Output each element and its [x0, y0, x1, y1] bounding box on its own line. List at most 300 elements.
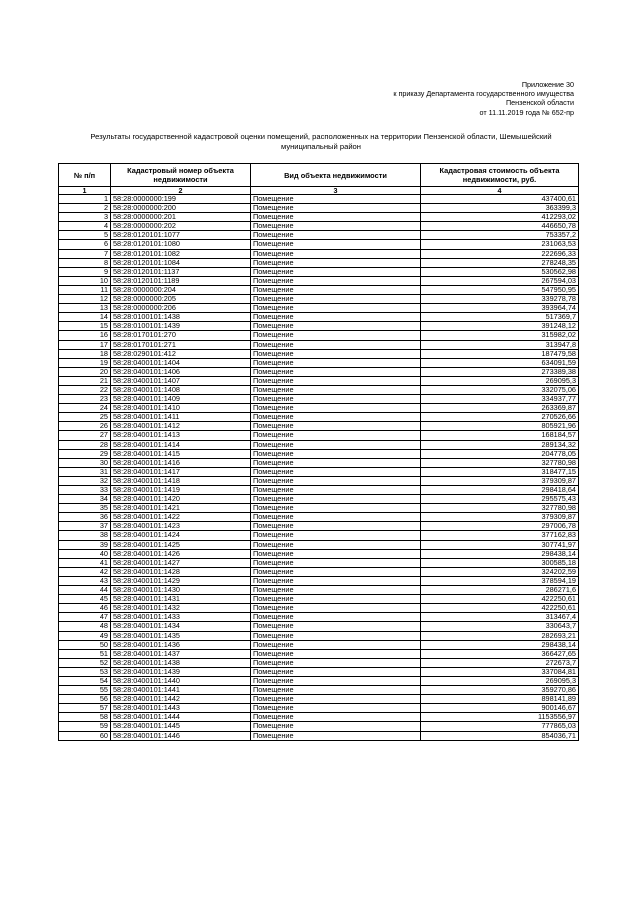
object-type: Помещение	[251, 686, 421, 695]
row-number: 12	[59, 295, 111, 304]
cadastral-cost: 263369,87	[421, 404, 579, 413]
object-type: Помещение	[251, 631, 421, 640]
table-row	[59, 449, 579, 458]
column-number: 1	[59, 187, 111, 195]
object-type: Помещение	[251, 640, 421, 649]
cadastral-number: 58:28:0400101:1435	[111, 631, 251, 640]
cadastral-cost: 359270,86	[421, 686, 579, 695]
table-row	[59, 395, 579, 404]
cadastral-cost: 324202,59	[421, 567, 579, 576]
valuation-table	[58, 163, 579, 741]
document-title	[56, 132, 586, 152]
table-row	[59, 458, 579, 467]
cadastral-cost: 393964,74	[421, 304, 579, 313]
cadastral-cost: 446650,78	[421, 222, 579, 231]
table-row	[59, 213, 579, 222]
table-row	[59, 422, 579, 431]
table-row	[59, 713, 579, 722]
table-row	[59, 249, 579, 258]
row-number: 14	[59, 313, 111, 322]
row-number: 29	[59, 449, 111, 458]
row-number: 18	[59, 349, 111, 358]
title-line-1: Результаты государственной кадастровой оценки помещений, расположенных на территории Пензенской области, Шемышейский	[90, 132, 552, 141]
cadastral-number: 58:28:0400101:1417	[111, 467, 251, 476]
cadastral-cost: 187479,58	[421, 349, 579, 358]
object-type: Помещение	[251, 695, 421, 704]
row-number: 26	[59, 422, 111, 431]
cadastral-number: 58:28:0400101:1410	[111, 404, 251, 413]
object-type: Помещение	[251, 367, 421, 376]
object-type: Помещение	[251, 522, 421, 531]
table-row	[59, 631, 579, 640]
cadastral-cost: 231063,53	[421, 240, 579, 249]
cadastral-number: 58:28:0400101:1411	[111, 413, 251, 422]
row-number: 54	[59, 676, 111, 685]
row-number: 36	[59, 513, 111, 522]
cadastral-number: 58:28:0000000:202	[111, 222, 251, 231]
cadastral-number: 58:28:0100101:1438	[111, 313, 251, 322]
table-row	[59, 331, 579, 340]
row-number: 53	[59, 667, 111, 676]
cadastral-cost: 366427,65	[421, 649, 579, 658]
cadastral-cost: 377162,83	[421, 531, 579, 540]
table-row	[59, 540, 579, 549]
cadastral-cost: 422250,61	[421, 604, 579, 613]
cadastral-number: 58:28:0000000:204	[111, 285, 251, 294]
table-row	[59, 658, 579, 667]
cadastral-cost: 298438,14	[421, 549, 579, 558]
object-type: Помещение	[251, 467, 421, 476]
table-row	[59, 495, 579, 504]
table-row	[59, 276, 579, 285]
cadastral-number: 58:28:0120101:1084	[111, 258, 251, 267]
row-number: 10	[59, 276, 111, 285]
cadastral-cost: 267594,03	[421, 276, 579, 285]
object-type: Помещение	[251, 385, 421, 394]
cadastral-cost: 289134,32	[421, 440, 579, 449]
cadastral-number: 58:28:0400101:1421	[111, 504, 251, 513]
cadastral-number: 58:28:0400101:1428	[111, 567, 251, 576]
header-cadastral-cost: Кадастровая стоимость объекта недвижимости, руб.	[421, 164, 579, 187]
cadastral-cost: 307741,97	[421, 540, 579, 549]
object-type: Помещение	[251, 267, 421, 276]
object-type: Помещение	[251, 676, 421, 685]
row-number: 60	[59, 731, 111, 740]
object-type: Помещение	[251, 604, 421, 613]
cadastral-number: 58:28:0400101:1431	[111, 595, 251, 604]
column-number: 2	[111, 187, 251, 195]
table-row	[59, 549, 579, 558]
cadastral-number: 58:28:0400101:1413	[111, 431, 251, 440]
object-type: Помещение	[251, 549, 421, 558]
object-type: Помещение	[251, 731, 421, 740]
row-number: 7	[59, 249, 111, 258]
cadastral-cost: 1153556,97	[421, 713, 579, 722]
cadastral-number: 58:28:0400101:1438	[111, 658, 251, 667]
cadastral-cost: 318477,15	[421, 467, 579, 476]
object-type: Помещение	[251, 213, 421, 222]
row-number: 55	[59, 686, 111, 695]
row-number: 8	[59, 258, 111, 267]
row-number: 40	[59, 549, 111, 558]
object-type: Помещение	[251, 513, 421, 522]
row-number: 47	[59, 613, 111, 622]
object-type: Помещение	[251, 195, 421, 204]
cadastral-cost: 805921,96	[421, 422, 579, 431]
cadastral-cost: 269095,3	[421, 676, 579, 685]
row-number: 23	[59, 395, 111, 404]
header-object-type: Вид объекта недвижимости	[251, 164, 421, 187]
table-row	[59, 413, 579, 422]
row-number: 35	[59, 504, 111, 513]
row-number: 51	[59, 649, 111, 658]
cadastral-number: 58:28:0120101:1082	[111, 249, 251, 258]
cadastral-cost: 270526,66	[421, 413, 579, 422]
header-cadastral-number: Кадастровый номер объекта недвижимости	[111, 164, 251, 187]
table-header-row	[59, 164, 579, 187]
row-number: 15	[59, 322, 111, 331]
row-number: 46	[59, 604, 111, 613]
cadastral-cost: 330643,7	[421, 622, 579, 631]
row-number: 17	[59, 340, 111, 349]
table-row	[59, 267, 579, 276]
object-type: Помещение	[251, 313, 421, 322]
cadastral-cost: 332075,06	[421, 385, 579, 394]
cadastral-cost: 273389,38	[421, 367, 579, 376]
row-number: 56	[59, 695, 111, 704]
object-type: Помещение	[251, 258, 421, 267]
table-row	[59, 667, 579, 676]
cadastral-number: 58:28:0400101:1439	[111, 667, 251, 676]
row-number: 9	[59, 267, 111, 276]
object-type: Помещение	[251, 667, 421, 676]
cadastral-cost: 327780,98	[421, 504, 579, 513]
object-type: Помещение	[251, 431, 421, 440]
cadastral-cost: 297006,78	[421, 522, 579, 531]
table-row	[59, 258, 579, 267]
cadastral-number: 58:28:0400101:1408	[111, 385, 251, 394]
cadastral-number: 58:28:0400101:1406	[111, 367, 251, 376]
object-type: Помещение	[251, 285, 421, 294]
cadastral-number: 58:28:0000000:199	[111, 195, 251, 204]
table-row	[59, 367, 579, 376]
table-row	[59, 722, 579, 731]
row-number: 44	[59, 586, 111, 595]
object-type: Помещение	[251, 576, 421, 585]
cadastral-cost: 900146,67	[421, 704, 579, 713]
row-number: 24	[59, 404, 111, 413]
table-row	[59, 622, 579, 631]
cadastral-number: 58:28:0400101:1404	[111, 358, 251, 367]
table-row	[59, 431, 579, 440]
row-number: 25	[59, 413, 111, 422]
cadastral-cost: 269095,3	[421, 376, 579, 385]
cadastral-cost: 777865,03	[421, 722, 579, 731]
appendix-header	[393, 80, 574, 117]
object-type: Помещение	[251, 495, 421, 504]
cadastral-number: 58:28:0400101:1434	[111, 622, 251, 631]
cadastral-cost: 222696,33	[421, 249, 579, 258]
cadastral-number: 58:28:0290101:412	[111, 349, 251, 358]
object-type: Помещение	[251, 486, 421, 495]
row-number: 16	[59, 331, 111, 340]
table-row	[59, 686, 579, 695]
cadastral-cost: 298438,14	[421, 640, 579, 649]
cadastral-number: 58:28:0120101:1189	[111, 276, 251, 285]
row-number: 52	[59, 658, 111, 667]
row-number: 37	[59, 522, 111, 531]
object-type: Помещение	[251, 422, 421, 431]
cadastral-number: 58:28:0400101:1414	[111, 440, 251, 449]
cadastral-cost: 378594,19	[421, 576, 579, 585]
object-type: Помещение	[251, 204, 421, 213]
cadastral-cost: 753357,2	[421, 231, 579, 240]
table-row	[59, 604, 579, 613]
cadastral-number: 58:28:0400101:1436	[111, 640, 251, 649]
object-type: Помещение	[251, 504, 421, 513]
object-type: Помещение	[251, 295, 421, 304]
object-type: Помещение	[251, 586, 421, 595]
table-row	[59, 304, 579, 313]
cadastral-number: 58:28:0400101:1441	[111, 686, 251, 695]
object-type: Помещение	[251, 376, 421, 385]
row-number: 50	[59, 640, 111, 649]
table-row	[59, 486, 579, 495]
cadastral-cost: 363399,3	[421, 204, 579, 213]
table-row	[59, 222, 579, 231]
cadastral-number: 58:28:0000000:206	[111, 304, 251, 313]
table-row	[59, 731, 579, 740]
table-row	[59, 695, 579, 704]
object-type: Помещение	[251, 249, 421, 258]
object-type: Помещение	[251, 613, 421, 622]
cadastral-number: 58:28:0000000:201	[111, 213, 251, 222]
cadastral-cost: 327780,98	[421, 458, 579, 467]
cadastral-cost: 337084,81	[421, 667, 579, 676]
cadastral-number: 58:28:0400101:1445	[111, 722, 251, 731]
object-type: Помещение	[251, 440, 421, 449]
row-number: 3	[59, 213, 111, 222]
object-type: Помещение	[251, 413, 421, 422]
object-type: Помещение	[251, 658, 421, 667]
order-region: Пензенской области	[505, 98, 574, 108]
table-row	[59, 349, 579, 358]
column-number: 4	[421, 187, 579, 195]
cadastral-number: 58:28:0400101:1418	[111, 476, 251, 485]
object-type: Помещение	[251, 722, 421, 731]
cadastral-cost: 334937,77	[421, 395, 579, 404]
row-number: 59	[59, 722, 111, 731]
cadastral-cost: 313947,8	[421, 340, 579, 349]
cadastral-number: 58:28:0170101:270	[111, 331, 251, 340]
object-type: Помещение	[251, 240, 421, 249]
cadastral-cost: 295575,43	[421, 495, 579, 504]
object-type: Помещение	[251, 340, 421, 349]
cadastral-number: 58:28:0400101:1412	[111, 422, 251, 431]
cadastral-number: 58:28:0400101:1409	[111, 395, 251, 404]
row-number: 41	[59, 558, 111, 567]
object-type: Помещение	[251, 449, 421, 458]
object-type: Помещение	[251, 713, 421, 722]
row-number: 11	[59, 285, 111, 294]
object-type: Помещение	[251, 595, 421, 604]
row-number: 21	[59, 376, 111, 385]
object-type: Помещение	[251, 404, 421, 413]
table-row	[59, 440, 579, 449]
row-number: 38	[59, 531, 111, 540]
table-row	[59, 313, 579, 322]
table-row	[59, 531, 579, 540]
table-row	[59, 385, 579, 394]
table-row	[59, 467, 579, 476]
table-row	[59, 513, 579, 522]
cadastral-number: 58:28:0400101:1443	[111, 704, 251, 713]
row-number: 45	[59, 595, 111, 604]
cadastral-cost: 634091,59	[421, 358, 579, 367]
object-type: Помещение	[251, 458, 421, 467]
object-type: Помещение	[251, 222, 421, 231]
column-number-row	[59, 187, 579, 195]
row-number: 5	[59, 231, 111, 240]
table-row	[59, 576, 579, 585]
table-row	[59, 586, 579, 595]
object-type: Помещение	[251, 649, 421, 658]
cadastral-cost: 379309,87	[421, 476, 579, 485]
cadastral-cost: 412293,02	[421, 213, 579, 222]
row-number: 27	[59, 431, 111, 440]
table-row	[59, 322, 579, 331]
appendix-number: Приложение 30	[521, 80, 574, 89]
cadastral-number: 58:28:0400101:1424	[111, 531, 251, 540]
row-number: 13	[59, 304, 111, 313]
object-type: Помещение	[251, 358, 421, 367]
cadastral-number: 58:28:0400101:1432	[111, 604, 251, 613]
order-reference: к приказу Департамента государственного имущества	[393, 89, 574, 99]
cadastral-number: 58:28:0400101:1442	[111, 695, 251, 704]
table-row	[59, 295, 579, 304]
table-row	[59, 404, 579, 413]
table-row	[59, 704, 579, 713]
object-type: Помещение	[251, 531, 421, 540]
cadastral-cost: 272673,7	[421, 658, 579, 667]
table-row	[59, 613, 579, 622]
object-type: Помещение	[251, 540, 421, 549]
row-number: 31	[59, 467, 111, 476]
table-row	[59, 640, 579, 649]
header-row-number: № п/п	[59, 164, 111, 187]
cadastral-number: 58:28:0170101:271	[111, 340, 251, 349]
cadastral-number: 58:28:0400101:1429	[111, 576, 251, 585]
object-type: Помещение	[251, 704, 421, 713]
cadastral-number: 58:28:0400101:1419	[111, 486, 251, 495]
cadastral-number: 58:28:0000000:200	[111, 204, 251, 213]
cadastral-number: 58:28:0400101:1433	[111, 613, 251, 622]
object-type: Помещение	[251, 304, 421, 313]
table-row	[59, 522, 579, 531]
cadastral-cost: 300585,18	[421, 558, 579, 567]
table-row	[59, 285, 579, 294]
cadastral-cost: 547950,95	[421, 285, 579, 294]
cadastral-number: 58:28:0120101:1137	[111, 267, 251, 276]
row-number: 33	[59, 486, 111, 495]
row-number: 42	[59, 567, 111, 576]
row-number: 57	[59, 704, 111, 713]
table-row	[59, 595, 579, 604]
cadastral-number: 58:28:0400101:1415	[111, 449, 251, 458]
cadastral-cost: 298418,64	[421, 486, 579, 495]
cadastral-cost: 339278,78	[421, 295, 579, 304]
cadastral-number: 58:28:0400101:1426	[111, 549, 251, 558]
row-number: 58	[59, 713, 111, 722]
cadastral-cost: 168184,57	[421, 431, 579, 440]
table-body	[59, 195, 579, 741]
cadastral-number: 58:28:0400101:1420	[111, 495, 251, 504]
table-row	[59, 649, 579, 658]
cadastral-cost: 204778,05	[421, 449, 579, 458]
object-type: Помещение	[251, 231, 421, 240]
row-number: 6	[59, 240, 111, 249]
cadastral-number: 58:28:0100101:1439	[111, 322, 251, 331]
cadastral-cost: 391248,12	[421, 322, 579, 331]
cadastral-cost: 379309,87	[421, 513, 579, 522]
cadastral-cost: 530562,98	[421, 267, 579, 276]
object-type: Помещение	[251, 567, 421, 576]
cadastral-number: 58:28:0400101:1425	[111, 540, 251, 549]
table-row	[59, 376, 579, 385]
object-type: Помещение	[251, 558, 421, 567]
table-row	[59, 676, 579, 685]
cadastral-number: 58:28:0400101:1427	[111, 558, 251, 567]
row-number: 19	[59, 358, 111, 367]
cadastral-cost: 286271,6	[421, 586, 579, 595]
row-number: 48	[59, 622, 111, 631]
cadastral-number: 58:28:0400101:1437	[111, 649, 251, 658]
cadastral-cost: 898141,89	[421, 695, 579, 704]
object-type: Помещение	[251, 476, 421, 485]
object-type: Помещение	[251, 276, 421, 285]
table-row	[59, 476, 579, 485]
cadastral-number: 58:28:0400101:1440	[111, 676, 251, 685]
row-number: 1	[59, 195, 111, 204]
cadastral-number: 58:28:0400101:1430	[111, 586, 251, 595]
row-number: 30	[59, 458, 111, 467]
cadastral-cost: 315982,02	[421, 331, 579, 340]
column-number: 3	[251, 187, 421, 195]
table-row	[59, 567, 579, 576]
order-date: от 11.11.2019 года № 652-пр	[479, 107, 574, 117]
cadastral-cost: 422250,61	[421, 595, 579, 604]
cadastral-cost: 278248,35	[421, 258, 579, 267]
table-row	[59, 558, 579, 567]
table-row	[59, 240, 579, 249]
cadastral-cost: 313467,4	[421, 613, 579, 622]
cadastral-number: 58:28:0120101:1077	[111, 231, 251, 240]
cadastral-number: 58:28:0400101:1444	[111, 713, 251, 722]
object-type: Помещение	[251, 331, 421, 340]
object-type: Помещение	[251, 349, 421, 358]
table-row	[59, 504, 579, 513]
row-number: 20	[59, 367, 111, 376]
cadastral-number: 58:28:0400101:1407	[111, 376, 251, 385]
row-number: 49	[59, 631, 111, 640]
cadastral-number: 58:28:0400101:1422	[111, 513, 251, 522]
cadastral-number: 58:28:0400101:1423	[111, 522, 251, 531]
cadastral-number: 58:28:0400101:1446	[111, 731, 251, 740]
table-row	[59, 204, 579, 213]
row-number: 22	[59, 385, 111, 394]
row-number: 39	[59, 540, 111, 549]
cadastral-cost: 517369,7	[421, 313, 579, 322]
